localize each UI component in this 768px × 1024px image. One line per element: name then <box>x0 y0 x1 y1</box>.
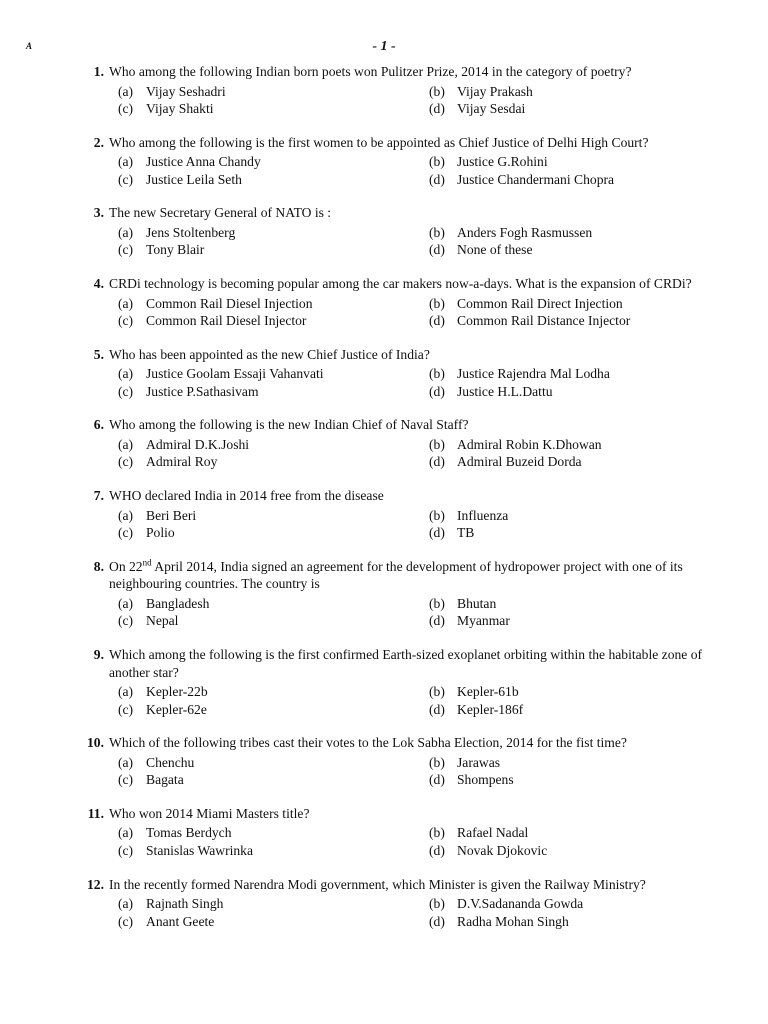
option-a <box>118 683 429 701</box>
option-label: (c) <box>118 913 134 929</box>
question-text: Who among the following Indian born poets won Pulitzer Prize, 2014 in the category of poetry? <box>109 64 632 79</box>
question-number: 10. <box>87 735 104 751</box>
option-label: (c) <box>118 383 134 399</box>
option-text: TB <box>457 525 475 541</box>
question-text: Who among the following is the first women to be appointed as Chief Justice of Delhi High Court? <box>109 134 649 150</box>
question-8 <box>0 558 768 630</box>
option-label: (d) <box>429 454 445 470</box>
option-a <box>118 83 429 101</box>
question-9 <box>0 646 768 718</box>
option-text: Justice Goolam Essaji Vahanvati <box>146 366 324 382</box>
options-grid <box>118 153 768 188</box>
question-text: Which among the following is the first confirmed Earth-sized exoplanet orbiting within the habitable zone of another star? <box>109 647 703 680</box>
option-text: Shompens <box>457 772 514 788</box>
option-text: Chenchu <box>146 754 195 770</box>
question-2 <box>0 134 768 189</box>
question-text-part: On 22 <box>109 558 143 574</box>
option-text: Justice Rajendra Mal Lodha <box>457 366 610 382</box>
question-text: WHO declared India in 2014 free from the disease <box>109 488 384 504</box>
option-text: Radha Mohan Singh <box>457 913 569 929</box>
options-grid <box>118 595 768 630</box>
option-label: (a) <box>118 507 134 523</box>
option-label: (d) <box>429 913 445 929</box>
option-label: (b) <box>429 896 445 912</box>
question-number: 12. <box>87 876 104 892</box>
question-4 <box>0 275 768 330</box>
option-label: (a) <box>118 83 134 99</box>
option-label: (d) <box>429 313 445 329</box>
option-text: Kepler-62e <box>146 701 207 717</box>
option-label: (b) <box>429 595 445 611</box>
option-label: (b) <box>429 754 445 770</box>
option-b <box>429 153 729 171</box>
option-label: (d) <box>429 101 445 116</box>
option-c <box>118 241 429 259</box>
question-number: 1. <box>93 64 104 79</box>
option-c <box>118 771 429 789</box>
option-b <box>429 224 729 242</box>
option-text: Stanislas Wawrinka <box>146 842 254 858</box>
option-text: Kepler-186f <box>457 701 524 717</box>
option-label: (a) <box>118 825 134 841</box>
option-c <box>118 171 429 189</box>
option-b <box>429 595 729 613</box>
option-text: Justice H.L.Dattu <box>457 383 553 399</box>
options-grid <box>118 683 768 718</box>
option-label: (a) <box>118 754 134 770</box>
option-c <box>118 383 429 401</box>
option-a <box>118 436 429 454</box>
page-number: - 1 - <box>372 39 396 54</box>
question-12 <box>0 876 768 931</box>
option-label: (c) <box>118 171 134 187</box>
option-d <box>429 612 729 630</box>
option-label: (a) <box>118 295 134 311</box>
question-text: CRDi technology is becoming popular among the car makers now-a-days. What is the expansion of CRDi? <box>109 276 692 292</box>
option-text: Nepal <box>146 613 179 629</box>
option-text: Bhutan <box>457 595 497 611</box>
option-label: (d) <box>429 772 445 788</box>
option-d <box>429 241 729 259</box>
option-a <box>118 507 429 525</box>
option-c <box>118 612 429 630</box>
option-text: Beri Beri <box>146 507 197 523</box>
option-text: Vijay Seshadri <box>146 83 226 99</box>
option-d <box>429 771 729 789</box>
option-label: (b) <box>429 825 445 841</box>
option-c <box>118 100 429 118</box>
option-text: Kepler-61b <box>457 684 519 699</box>
question-list <box>0 63 768 946</box>
option-label: (b) <box>429 684 445 699</box>
option-a <box>118 895 429 913</box>
option-label: (c) <box>118 101 134 116</box>
option-label: (d) <box>429 383 445 399</box>
option-label: (b) <box>429 83 445 99</box>
question-10 <box>0 734 768 789</box>
option-a <box>118 754 429 772</box>
option-a <box>118 824 429 842</box>
option-label: (d) <box>429 613 445 629</box>
option-a <box>118 224 429 242</box>
question-number: 6. <box>93 417 104 433</box>
option-label: (c) <box>118 313 134 329</box>
option-label: (b) <box>429 507 445 523</box>
option-text: Anant Geete <box>146 913 215 929</box>
option-text: Rajnath Singh <box>146 896 224 912</box>
option-label: (b) <box>429 295 445 311</box>
option-text: None of these <box>457 242 533 258</box>
option-text: Myanmar <box>457 613 510 629</box>
question-text: Who won 2014 Miami Masters title? <box>109 805 310 821</box>
option-label: (a) <box>118 684 134 699</box>
option-label: (a) <box>118 436 134 452</box>
option-text: Polio <box>146 525 175 541</box>
question-3 <box>0 204 768 259</box>
option-label: (c) <box>118 842 134 858</box>
option-label: (d) <box>429 171 445 187</box>
option-text: Tony Blair <box>146 242 205 258</box>
question-number: 11. <box>87 805 104 821</box>
option-d <box>429 701 729 719</box>
option-d <box>429 312 729 330</box>
option-c <box>118 524 429 542</box>
option-text: Justice P.Sathasivam <box>146 383 259 399</box>
option-d <box>429 100 729 118</box>
option-text: Justice Leila Seth <box>146 171 242 187</box>
option-label: (c) <box>118 242 134 258</box>
question-6 <box>0 416 768 471</box>
question-7 <box>0 487 768 542</box>
option-label: (c) <box>118 613 134 629</box>
option-text: Admiral Robin K.Dhowan <box>457 436 602 452</box>
option-text: Common Rail Direct Injection <box>457 295 623 311</box>
question-1 <box>0 63 768 118</box>
option-c <box>118 701 429 719</box>
option-text: Admiral D.K.Joshi <box>146 436 250 452</box>
options-grid <box>118 754 768 789</box>
options-grid <box>118 295 768 330</box>
option-text: Vijay Prakash <box>457 83 533 99</box>
option-text: Justice Chandermani Chopra <box>457 171 615 187</box>
option-text: Influenza <box>457 507 509 523</box>
question-text: The new Secretary General of NATO is : <box>109 205 332 221</box>
option-text: Justice Anna Chandy <box>146 154 261 170</box>
options-grid <box>118 83 768 118</box>
option-d <box>429 383 729 401</box>
option-text: Jens Stoltenberg <box>146 224 236 240</box>
option-label: (b) <box>429 436 445 452</box>
ordinal-suffix: nd <box>142 557 152 568</box>
question-5 <box>0 346 768 401</box>
option-d <box>429 913 729 931</box>
option-b <box>429 295 729 313</box>
option-text: Justice G.Rohini <box>457 154 548 170</box>
option-a <box>118 595 429 613</box>
option-text: Kepler-22b <box>146 684 208 699</box>
option-label: (c) <box>118 772 134 788</box>
question-text: Who has been appointed as the new Chief Justice of India? <box>109 346 430 362</box>
question-text: In the recently formed Narendra Modi government, which Minister is given the Railway Ministry? <box>109 876 646 892</box>
options-grid <box>118 824 768 859</box>
option-label: (c) <box>118 525 134 541</box>
option-text: Jarawas <box>457 754 501 770</box>
option-text: Common Rail Distance Injector <box>457 313 631 329</box>
question-number: 7. <box>93 488 104 504</box>
option-label: (b) <box>429 154 445 170</box>
option-text: Common Rail Diesel Injection <box>146 295 313 311</box>
option-label: (d) <box>429 842 445 858</box>
question-text: Which of the following tribes cast their votes to the Lok Sabha Election, 2014 for the fist time? <box>109 735 627 751</box>
options-grid <box>118 507 768 542</box>
option-label: (c) <box>118 454 134 470</box>
option-label: (a) <box>118 224 134 240</box>
option-a <box>118 295 429 313</box>
option-label: (b) <box>429 366 445 382</box>
option-a <box>118 153 429 171</box>
option-b <box>429 754 729 772</box>
option-text: Rafael Nadal <box>457 825 529 841</box>
options-grid <box>118 224 768 259</box>
option-b <box>429 83 729 101</box>
corner-mark: A <box>26 41 33 51</box>
option-b <box>429 365 729 383</box>
option-a <box>118 365 429 383</box>
question-text-part: April 2014, India signed an agreement for the development of hydropower project with one of its neighbouring countries. The country is <box>109 558 683 592</box>
option-text: Admiral Roy <box>146 454 218 470</box>
option-label: (c) <box>118 701 134 717</box>
option-label: (d) <box>429 525 445 541</box>
option-d <box>429 524 729 542</box>
options-grid <box>118 436 768 471</box>
option-d <box>429 453 729 471</box>
question-number: 2. <box>93 134 104 150</box>
option-c <box>118 453 429 471</box>
option-label: (d) <box>429 242 445 258</box>
option-c <box>118 842 429 860</box>
option-b <box>429 895 729 913</box>
options-grid <box>118 365 768 400</box>
option-b <box>429 507 729 525</box>
option-text: Novak Djokovic <box>457 842 548 858</box>
option-text: Anders Fogh Rasmussen <box>457 224 593 240</box>
option-label: (a) <box>118 896 134 912</box>
question-number: 5. <box>93 346 104 362</box>
option-text: Bagata <box>146 772 184 788</box>
option-label: (a) <box>118 366 134 382</box>
options-grid <box>118 895 768 930</box>
option-c <box>118 913 429 931</box>
option-b <box>429 436 729 454</box>
option-text: Bangladesh <box>146 595 210 611</box>
question-11 <box>0 805 768 860</box>
option-label: (b) <box>429 224 445 240</box>
option-b <box>429 824 729 842</box>
option-c <box>118 312 429 330</box>
option-label: (d) <box>429 701 445 717</box>
option-text: Vijay Shakti <box>146 101 214 116</box>
question-number: 8. <box>93 558 104 574</box>
option-d <box>429 842 729 860</box>
option-b <box>429 683 729 701</box>
option-d <box>429 171 729 189</box>
option-text: Admiral Buzeid Dorda <box>457 454 582 470</box>
question-text <box>109 558 719 593</box>
question-text: Who among the following is the new Indian Chief of Naval Staff? <box>109 417 469 433</box>
option-label: (a) <box>118 595 134 611</box>
option-label: (a) <box>118 154 134 170</box>
question-number: 9. <box>93 647 104 662</box>
option-text: D.V.Sadananda Gowda <box>457 896 584 912</box>
option-text: Common Rail Diesel Injector <box>146 313 307 329</box>
question-number: 3. <box>93 205 104 221</box>
question-number: 4. <box>93 276 104 292</box>
option-text: Vijay Sesdai <box>457 101 526 116</box>
option-text: Tomas Berdych <box>146 825 232 841</box>
